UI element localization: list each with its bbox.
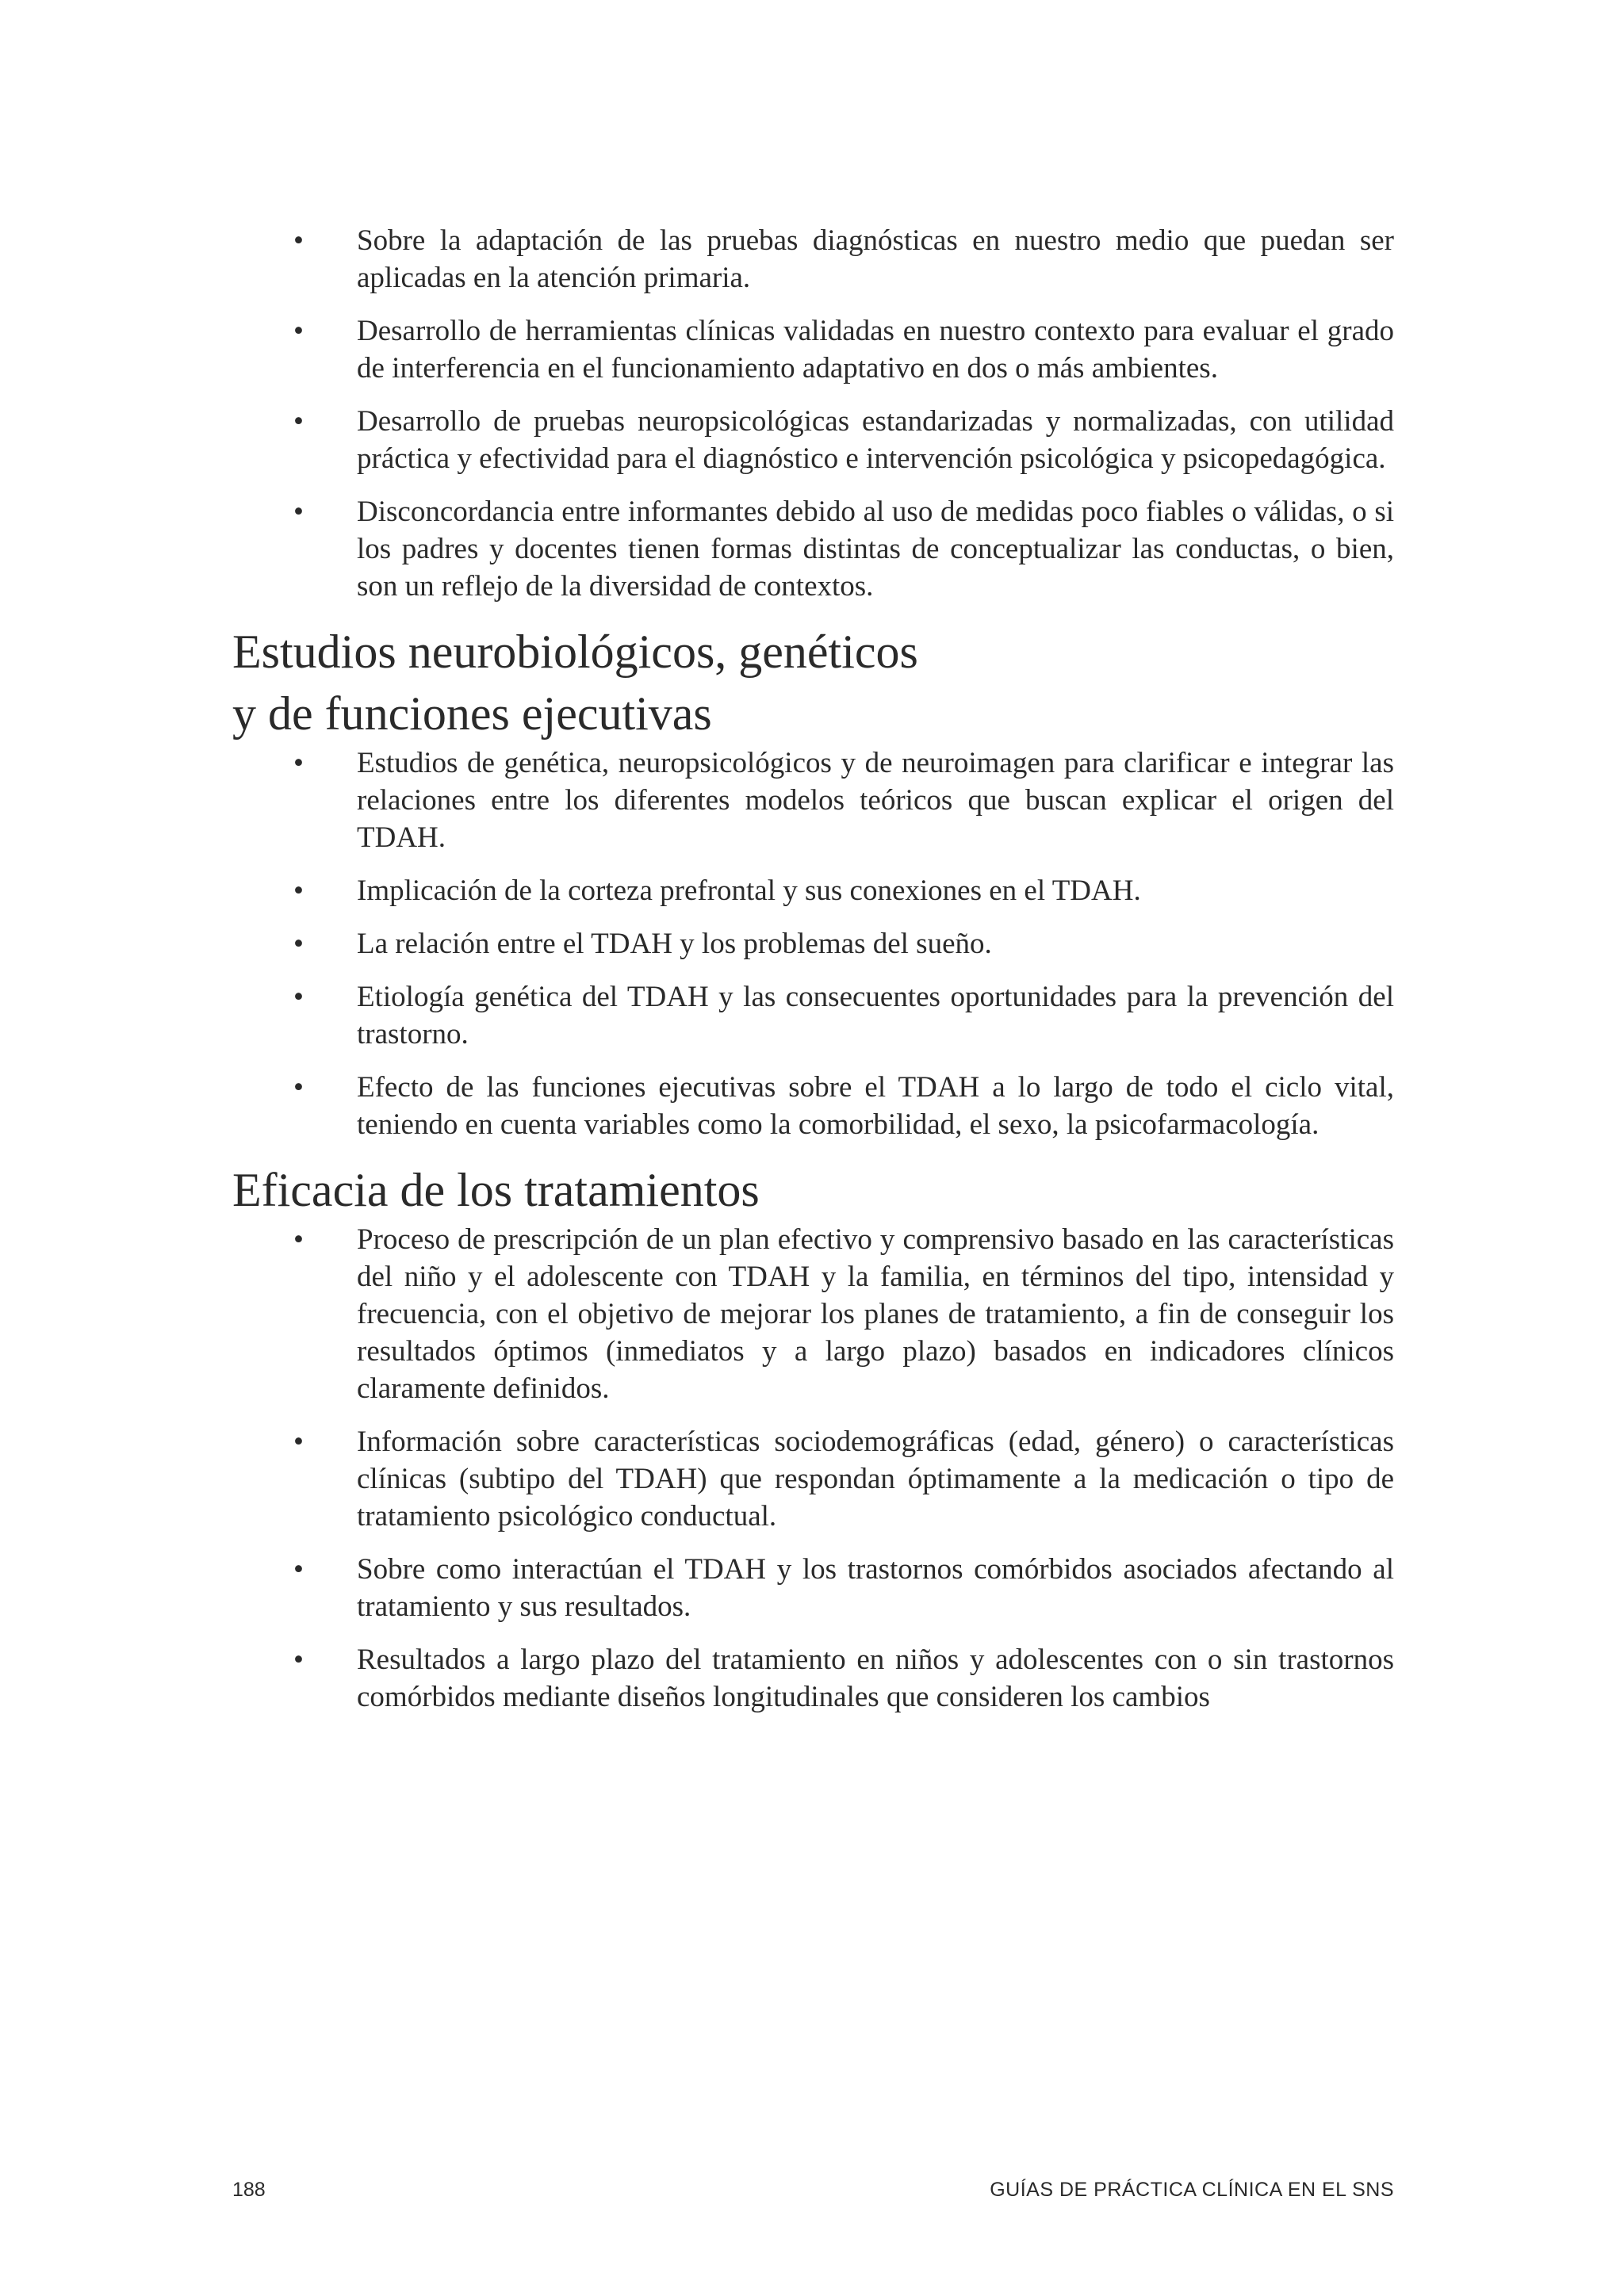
- list-item: [232, 925, 1394, 962]
- list-item-text: Implicación de la corteza prefrontal y sus conexiones en el TDAH.: [357, 874, 1141, 907]
- bullet-icon: •: [293, 405, 304, 438]
- page-number: 188: [232, 2179, 266, 2201]
- list-item-text: Sobre como interactúan el TDAH y los trastornos comórbidos asociados afectando al tratamiento y sus resultados.: [357, 1553, 1394, 1623]
- section-heading-line: Estudios neurobiológicos, genéticos: [232, 626, 918, 678]
- bullet-icon: •: [293, 874, 304, 907]
- section-heading-neuro: [232, 621, 1394, 744]
- bullet-icon: •: [293, 224, 304, 257]
- list-item-text: Información sobre características sociodemográficas (edad, género) o características clínicas (subtipo del TDAH) que respondan óptimamente a la medicación o tipo de tratamiento psicológico conductual.: [357, 1425, 1394, 1533]
- list-item-text: Desarrollo de pruebas neuropsicológicas estandarizadas y normalizadas, con utilidad práctica y efectividad para el diagnóstico e intervención psicológica y psicopedagógica.: [357, 405, 1394, 475]
- list-item-text: Etiología genética del TDAH y las consecuentes oportunidades para la prevención del trastorno.: [357, 981, 1394, 1050]
- list-item: [232, 978, 1394, 1053]
- bullet-icon: •: [293, 496, 304, 528]
- list-item: [232, 312, 1394, 387]
- list-item-text: Sobre la adaptación de las pruebas diagnósticas en nuestro medio que puedan ser aplicadas en la atención primaria.: [357, 224, 1394, 294]
- bullet-icon: •: [293, 1071, 304, 1104]
- list-item: [232, 493, 1394, 605]
- section-heading-line: y de funciones ejecutivas: [232, 687, 712, 740]
- bullet-icon: •: [293, 1644, 304, 1676]
- list-item-text: Desarrollo de herramientas clínicas validadas en nuestro contexto para evaluar el grado de interferencia en el funcionamiento adaptativo en dos o más ambientes.: [357, 315, 1394, 385]
- bullet-icon: •: [293, 928, 304, 960]
- bullet-icon: •: [293, 1425, 304, 1458]
- bullet-icon: •: [293, 315, 304, 347]
- list-item: [232, 1423, 1394, 1535]
- list-item-text: La relación entre el TDAH y los problemas del sueño.: [357, 928, 992, 960]
- list-item-text: Proceso de prescripción de un plan efectivo y comprensivo basado en las características del niño y el adolescente con TDAH y la familia, en términos del tipo, intensidad y frecuencia, con el objetivo de mejorar los planes de tratamiento, a fin de conseguir los resultados óptimos (inmediatos y a largo plazo) basados en indicadores clínicos claramente definidos.: [357, 1223, 1394, 1405]
- list-item-text: Estudios de genética, neuropsicológicos y de neuroimagen para clarificar e integrar las relaciones entre los diferentes modelos teóricos que buscan explicar el origen del TDAH.: [357, 747, 1394, 854]
- list-item-text: Disconcordancia entre informantes debido al uso de medidas poco fiables o válidas, o si los padres y docentes tienen formas distintas de conceptualizar las conductas, o bien, son un reflejo de la diversidad de contextos.: [357, 496, 1394, 603]
- bullet-icon: •: [293, 747, 304, 779]
- treatment-bullet-list: [232, 1221, 1394, 1716]
- section-heading-treatment: Eficacia de los tratamientos: [232, 1164, 760, 1216]
- list-item: [232, 222, 1394, 297]
- page-content: [232, 222, 1394, 1732]
- bullet-icon: •: [293, 1553, 304, 1586]
- list-item: [232, 1221, 1394, 1407]
- list-item: [232, 872, 1394, 909]
- list-item-text: Efecto de las funciones ejecutivas sobre el TDAH a lo largo de todo el ciclo vital, teniendo en cuenta variables como la comorbilidad, el sexo, la psicofarmacología.: [357, 1071, 1394, 1141]
- running-title: GUÍAS DE PRÁCTICA CLÍNICA EN EL SNS: [990, 2179, 1394, 2201]
- list-item: [232, 1551, 1394, 1625]
- list-item: [232, 403, 1394, 477]
- list-item-text: Resultados a largo plazo del tratamiento en niños y adolescentes con o sin trastornos comórbidos mediante diseños longitudinales que consideren los cambios: [357, 1644, 1394, 1713]
- list-item: [232, 744, 1394, 856]
- intro-bullet-list: [232, 222, 1394, 605]
- list-item: [232, 1069, 1394, 1143]
- list-item: [232, 1641, 1394, 1716]
- bullet-icon: •: [293, 1223, 304, 1256]
- neuro-bullet-list: [232, 744, 1394, 1143]
- bullet-icon: •: [293, 981, 304, 1013]
